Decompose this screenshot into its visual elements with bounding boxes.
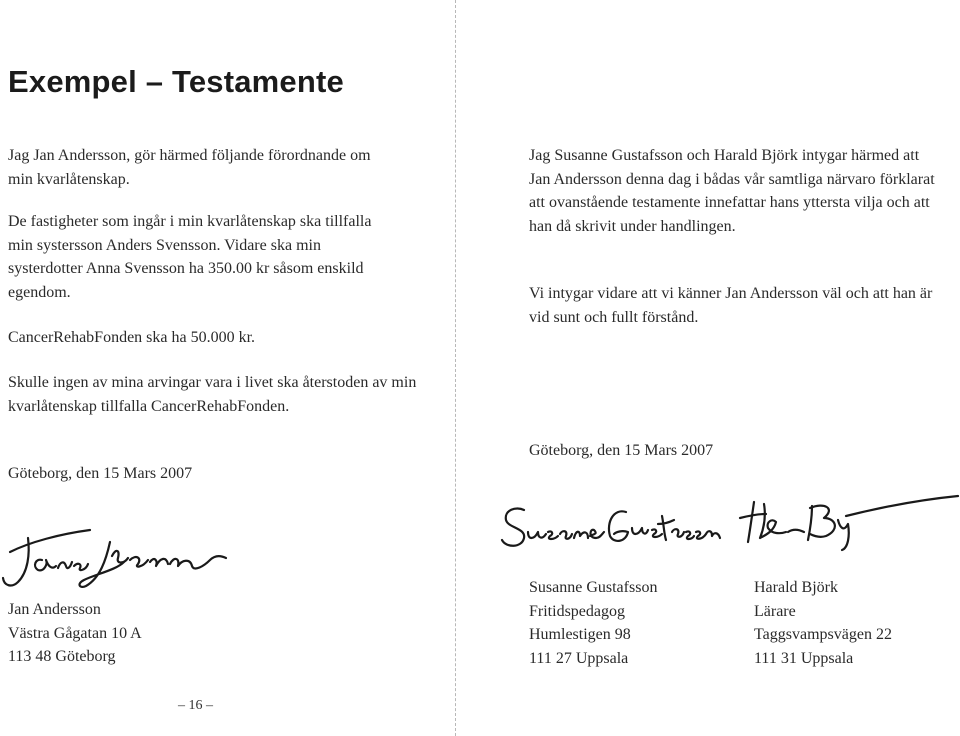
page-number: – 16 – bbox=[178, 698, 213, 713]
witness2-title: Lärare bbox=[754, 602, 796, 620]
right-paragraph-attestation: Jag Susanne Gustafsson och Harald Björk intygar härmed att Jan Andersson denna dag i bådas vår samtliga närvaro förklarat att ovanstående testamente innefattar hans yttersta vilja och att han då skrivit under handlingen. bbox=[529, 147, 935, 235]
left-paragraph-remainder: Skulle ingen av mina arvingar vara i livet ska återstoden av min kvarlåtenskap tillfalla CancerRehabFonden. bbox=[8, 374, 417, 415]
right-paragraph-soundness: Vi intygar vidare att vi känner Jan Andersson väl och att han är vid sunt och fullt förstånd. bbox=[529, 285, 933, 326]
right-place-date: Göteborg, den 15 Mars 2007 bbox=[529, 442, 714, 459]
witness2-address bbox=[754, 576, 892, 670]
witness1-address bbox=[529, 576, 657, 670]
testator-city: 113 48 Göteborg bbox=[8, 648, 116, 665]
testator-street: Västra Gågatan 10 A bbox=[8, 624, 142, 642]
page-fold-divider bbox=[455, 0, 456, 736]
left-paragraph-bequest: De fastigheter som ingår i min kvarlåtenskap ska tillfalla min systersson Anders Svensson. Vidare ska min systerdotter Anna Svensson ha 350.00 kr såsom enskild egendom. bbox=[8, 213, 372, 301]
signature-susanne-gustafsson bbox=[496, 500, 721, 560]
left-paragraph-fund: CancerRehabFonden ska ha 50.000 kr. bbox=[8, 329, 256, 346]
witness2-city: 111 31 Uppsala bbox=[754, 649, 854, 667]
left-place-date: Göteborg, den 15 Mars 2007 bbox=[8, 465, 193, 482]
left-paragraph-intro: Jag Jan Andersson, gör härmed följande förordnande om min kvarlåtenskap. bbox=[8, 147, 371, 188]
testator-name: Jan Andersson bbox=[8, 601, 101, 618]
witness1-city: 111 27 Uppsala bbox=[529, 649, 629, 667]
witness1-street: Humlestigen 98 bbox=[529, 626, 631, 643]
signature-harald-bjork bbox=[738, 492, 960, 552]
document-title: Exempel – Testamente bbox=[8, 64, 344, 99]
witness1-name: Susanne Gustafsson bbox=[529, 579, 658, 596]
testator-address bbox=[8, 598, 142, 669]
signature-jan-andersson bbox=[0, 520, 235, 595]
witness2-street: Taggsvampsvägen 22 bbox=[754, 626, 892, 643]
witness2-name: Harald Björk bbox=[754, 579, 838, 596]
witness1-title: Fritidspedagog bbox=[529, 602, 625, 620]
